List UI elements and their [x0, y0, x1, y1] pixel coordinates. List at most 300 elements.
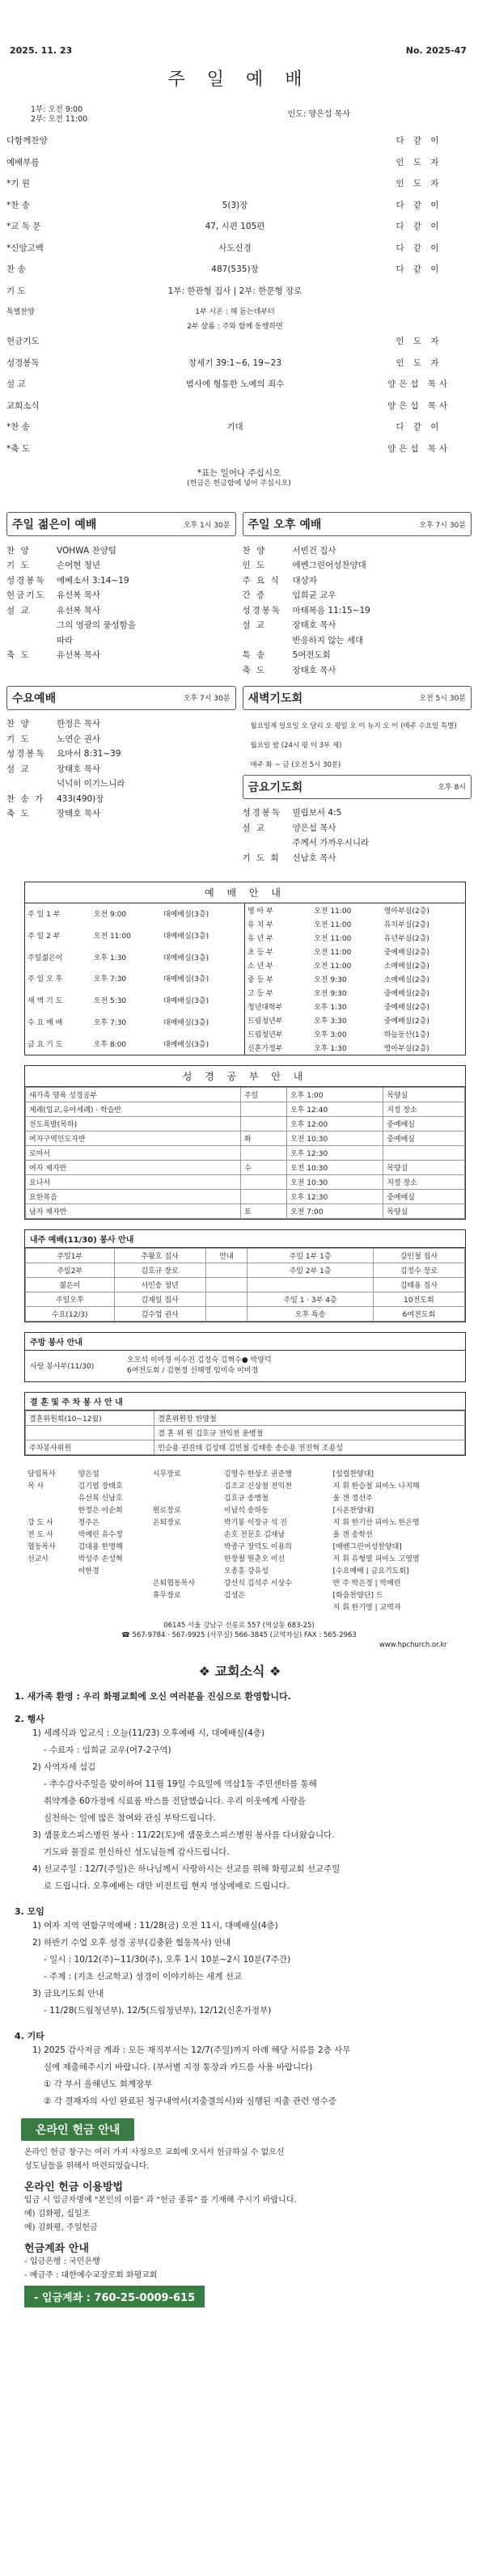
staff-row	[24, 1552, 466, 1564]
volunteer-row-cell: 추왕호 집사	[114, 1248, 205, 1263]
volunteer-row-cell	[247, 1277, 373, 1292]
order-label: *신앙고백	[6, 243, 44, 253]
staff-row	[24, 1491, 466, 1504]
volunteer-schedule	[24, 1229, 466, 1322]
staff-row-cell: 김성은	[223, 1591, 246, 1600]
staff-row	[24, 1601, 466, 1613]
staff-row-cell: 시무장로	[152, 1470, 181, 1478]
study-row-cell: 오후 1:00	[286, 1087, 383, 1102]
evening-role: 특 송	[242, 650, 267, 661]
study-row	[26, 1174, 465, 1189]
order-label: *찬 송	[6, 200, 30, 210]
wedding-parking-title: 결 혼 및 주 차 봉 사 안 내	[25, 1393, 465, 1411]
staff-row-cell: 지 휘 유형열 피아노 고영영	[332, 1554, 420, 1563]
news-line: 4) 선교주일 : 12/7(주일)은 하나님께서 사랑하시는 선교를 위해 화평교회 선교주일	[32, 1863, 341, 1874]
order-row	[6, 199, 472, 221]
dawn-note-3: 매주 화 ~ 금 (오전 5시 30분)	[250, 760, 341, 769]
account-title: 헌금계좌 안내	[24, 2242, 89, 2255]
staff-row	[24, 1576, 466, 1588]
order-label: 교회소식	[6, 400, 40, 411]
evening-role: 인 도	[242, 560, 267, 571]
study-row-cell: 목양실	[383, 1160, 465, 1174]
staff-row-cell: 협동목사	[27, 1542, 56, 1551]
schedule-row-cell: 주 일 1 부	[27, 911, 61, 920]
order-leader: 다 같 이	[396, 222, 442, 231]
friday-row	[243, 850, 472, 865]
study-row-cell: 수	[240, 1160, 286, 1174]
dept-row-cell: 소예배실(2층)	[383, 975, 429, 984]
afternoon-role: 기 도	[6, 560, 31, 571]
dept-row-cell: 영아부실(2층)	[383, 907, 429, 916]
staff-row-cell: 손호 전문호 김재남	[223, 1530, 286, 1539]
giving-how-3: 예) 김화평, 주일헌금	[24, 2223, 98, 2232]
schedule-row-cell: 수 요 예 배	[27, 1018, 63, 1027]
order-row	[6, 156, 472, 178]
order-detail: 1부: 한관형 집사 | 2부: 한문형 장로	[167, 286, 302, 296]
schedule-row-cell: 대예배실(3층)	[163, 1018, 209, 1027]
staff-row-cell: 박기봉 이장규 석 진	[223, 1518, 288, 1527]
dept-row-cell: 청년대학부	[247, 1003, 283, 1012]
order-row	[6, 421, 472, 442]
evening-role: 찬 양	[242, 545, 267, 556]
schedule-row-cell: 대예배실(3층)	[163, 975, 209, 984]
dept-row-cell: 중예배실(2층)	[383, 1017, 429, 1026]
schedule-row-cell: 금 요 기 도	[27, 1040, 63, 1049]
news-line: - 추수감사주일을 맞이하여 11월 19일 수요일에 역삼1동 주민센터를 통해	[44, 1779, 317, 1789]
study-row-cell: 남자 제자반	[26, 1203, 241, 1218]
order-leader: 다 같 이	[396, 264, 442, 274]
volunteer-row-cell: 수요(12/3)	[26, 1306, 115, 1321]
staff-row-cell	[75, 1588, 150, 1601]
staff-row-cell	[75, 1601, 150, 1613]
study-row-cell	[383, 1145, 465, 1160]
schedule-row	[25, 1033, 245, 1055]
staff-row-cell: 은퇴장로	[152, 1518, 181, 1527]
evening-role: 간 증	[242, 590, 267, 601]
evening-value: 5여전도회	[292, 650, 331, 661]
staff-row-cell: 유선복 신남호	[78, 1494, 123, 1503]
wednesday-value: 장태호 목사	[57, 809, 101, 819]
wednesday-role: 기 도	[6, 734, 31, 744]
staff-row	[24, 1588, 466, 1601]
order-label: 헌금기도	[6, 336, 40, 346]
study-row-cell: 중예배실	[383, 1189, 465, 1203]
dept-row-cell: 하늘동산(1층)	[383, 1030, 429, 1039]
evening-row	[243, 603, 472, 618]
dept-row-cell: 오후 3:30	[314, 1017, 347, 1026]
staff-row-cell	[24, 1564, 75, 1576]
schedule-row-cell: 대예배실(3층)	[163, 1040, 209, 1049]
afternoon-value: 유선복 목사	[57, 605, 101, 615]
wednesday-row	[6, 791, 236, 806]
bible-study-table	[25, 1087, 465, 1219]
staff-row	[24, 1467, 466, 1479]
afternoon-role: 설 교	[6, 605, 31, 615]
staff-row	[24, 1564, 466, 1576]
order-leader: 다 같 이	[396, 422, 442, 432]
evening-service-header	[243, 512, 472, 536]
wednesday-value: 장태호 목사	[57, 763, 101, 774]
schedule-row	[25, 924, 245, 946]
staff-row-cell: 한장철 원춘오 이신	[223, 1554, 286, 1563]
schedule-row	[25, 989, 245, 1011]
staff-row-cell: [수요예배 | 금요기도회]	[332, 1567, 409, 1576]
friday-prayer-header	[243, 775, 472, 799]
friday-value: 주께서 가까우시니라	[292, 838, 370, 848]
schedule-row-cell: 주일젊은이	[27, 954, 63, 962]
parking-row-cell: 결혼위원회(10~12월)	[26, 1411, 154, 1425]
volunteer-row-cell	[205, 1263, 247, 1277]
adult-schedule-table	[25, 903, 245, 1055]
afternoon-row	[6, 588, 236, 603]
evening-value: 에벤그린어성찬양대	[292, 560, 366, 571]
friday-role: 성경봉독	[242, 808, 282, 818]
order-notes	[6, 468, 472, 489]
dept-row	[245, 986, 465, 1000]
order-label: 특별찬양	[6, 308, 35, 316]
wednesday-value: 노연순 권사	[57, 734, 101, 744]
order-leader: 양은섭 목사	[387, 379, 451, 389]
news-line: 1) 세례식과 입교식 : 오늘(11/23) 오후예배 시, 대예배실(4층)	[32, 1728, 265, 1738]
afternoon-row	[6, 558, 236, 573]
schedule-row-cell: 대예배실(3층)	[163, 954, 209, 962]
volunteer-row	[26, 1263, 465, 1277]
dept-row-cell: 유 치 부	[247, 920, 273, 929]
wedding-parking-table	[25, 1411, 465, 1455]
afternoon-value: 유선복 목사	[57, 590, 101, 601]
order-row	[6, 335, 472, 357]
worship-schedule	[24, 882, 466, 1055]
dawn-note-2: 월요일 밤 (24시 평 이 3부 제)	[250, 741, 342, 750]
study-row-cell: 전도폭발(목하)	[26, 1116, 241, 1131]
order-row	[6, 400, 472, 421]
staff-row-cell: 선교사	[27, 1554, 49, 1563]
friday-row	[243, 820, 472, 835]
order-detail: 사도신경	[218, 243, 252, 253]
staff-row-cell: 휴무장로	[152, 1591, 181, 1600]
kitchen-names-1: 오모석 이미경 이수진 김정숙 김혁수● 박양덕	[127, 1356, 272, 1364]
staff-row-cell: 원로장로	[152, 1506, 181, 1515]
order-label: 성경봉독	[6, 357, 40, 368]
evening-row	[243, 618, 472, 633]
schedule-row-cell: 오후 7:30	[93, 1018, 127, 1027]
dept-row	[245, 1013, 465, 1027]
dept-row	[245, 1000, 465, 1013]
afternoon-service-rows	[6, 543, 236, 662]
staff-row-cell: 은퇴협동목사	[152, 1579, 196, 1588]
friday-prayer-time: 오후 8시	[438, 784, 466, 792]
study-row-cell: 주일	[240, 1087, 286, 1102]
study-row-cell: 오전 10:30	[286, 1174, 383, 1189]
study-row-cell: 새가족 양육 성경공부	[26, 1087, 241, 1102]
afternoon-value: 에베소서 3:14~19	[57, 575, 129, 586]
dept-row	[245, 1041, 465, 1055]
staff-row	[24, 1479, 466, 1491]
study-row-cell	[240, 1189, 286, 1203]
dept-row-cell: 중예배실(2층)	[383, 1003, 429, 1012]
study-row-cell	[240, 1116, 286, 1131]
service-time-2: 2부: 오전 11:00	[31, 115, 88, 124]
staff-row-cell	[150, 1540, 221, 1552]
wednesday-service	[6, 686, 236, 865]
study-row-cell: 여자 제자반	[26, 1160, 241, 1174]
friday-value: 양은섭 목사	[292, 823, 336, 833]
services-row-2	[6, 686, 472, 865]
study-row-cell: 오전 7:00	[286, 1203, 383, 1218]
news-line: 실에 제출해주시기 바랍니다. (부서별 지정 통장과 카드를 사용 바랍니다)	[44, 2062, 313, 2072]
kitchen-label: 사랑 봉사부(11/30)	[30, 1363, 95, 1371]
volunteer-row-cell: 김재일 집사	[114, 1292, 205, 1306]
dept-row	[245, 903, 465, 917]
study-row-cell: 화	[240, 1131, 286, 1145]
volunteer-row-cell: 김호규 장로	[114, 1263, 205, 1277]
order-row	[6, 442, 472, 464]
wedding-parking	[24, 1392, 466, 1456]
study-row-cell: 오후 12:00	[286, 1116, 383, 1131]
evening-row	[243, 648, 472, 663]
schedule-row-cell: 오후 7:30	[93, 975, 127, 984]
news-line: 기도와 물질로 헌신하신 성도님들께 감사드립니다.	[44, 1846, 230, 1857]
volunteer-row-cell: 6여전도회	[373, 1306, 464, 1321]
wednesday-value: 한정은 목사	[57, 719, 101, 730]
account-holder: - 예금주 : 대한예수교장로회 화평교회	[24, 2270, 158, 2280]
staff-row-cell: 목 사	[27, 1482, 44, 1491]
dept-row-cell: 드림청년부	[247, 1030, 283, 1039]
dept-row-cell: 오전 11:00	[314, 948, 352, 957]
dept-row-cell: 중예배실(2층)	[383, 989, 429, 998]
news-line: 취약계층 60가정에 식료품 박스를 전달했습니다. 우리 이웃에게 사랑을	[44, 1796, 307, 1806]
staff-row-cell	[24, 1601, 75, 1613]
staff-row-cell: 이한경	[78, 1567, 99, 1576]
staff-row-cell	[24, 1491, 75, 1504]
order-leader: 다 같 이	[396, 243, 442, 253]
volunteer-row-cell: 주일1부	[26, 1248, 115, 1263]
evening-role: 설 교	[242, 620, 267, 631]
news-title: ❖ 교회소식 ❖	[198, 1663, 281, 1679]
wednesday-role: 찬 양	[6, 719, 31, 730]
schedule-row	[25, 903, 245, 925]
schedule-row-cell: 새 벽 기 도	[27, 997, 63, 1006]
website-link[interactable]: www.hpchurch.or.kr	[379, 1640, 447, 1649]
evening-service-rows	[243, 543, 472, 678]
volunteer-row-cell: 주일오후	[26, 1292, 115, 1306]
study-row-cell	[240, 1102, 286, 1116]
evening-service	[243, 512, 472, 678]
news-line: - 11/28(드림청년부), 12/5(드림청년부), 12/12(신혼가정부)	[44, 2005, 272, 2016]
friday-value: 빌립보서 4:5	[292, 808, 342, 818]
volunteer-row	[26, 1277, 465, 1292]
staff-row-cell: 정주은	[78, 1518, 99, 1527]
afternoon-role: 찬 양	[6, 545, 31, 556]
study-row	[26, 1131, 465, 1145]
friday-prayer-rows	[243, 806, 472, 865]
wednesday-role: 찬 송 가	[6, 793, 45, 804]
volunteer-table	[25, 1248, 465, 1322]
afternoon-role: 성경봉독	[6, 575, 46, 586]
evening-service-time: 오후 7시 30분	[419, 521, 466, 530]
order-row	[6, 320, 472, 335]
order-label: *교 독 문	[6, 222, 41, 231]
order-label: 기 도	[6, 286, 26, 296]
staff-row-cell: 올 겐 송학선	[332, 1530, 373, 1539]
order-leader: 다 같 이	[396, 200, 442, 210]
kitchen-volunteer	[24, 1332, 466, 1382]
dept-row-cell: 오후 1:30	[314, 1003, 347, 1012]
staff-row-cell	[24, 1576, 75, 1588]
order-detail: 2부 샬롬 : 주와 함께 동행하면	[187, 323, 283, 331]
afternoon-service-time: 오후 1시 30분	[183, 521, 231, 530]
evening-row	[243, 543, 472, 558]
schedule-row	[25, 946, 245, 968]
service-time-1: 1부: 오전 9:00	[31, 105, 83, 114]
study-row-cell: 로마서	[26, 1145, 241, 1160]
order-detail: 47, 시편 105편	[205, 222, 265, 231]
dept-row-cell: 오전 9:30	[314, 975, 347, 984]
order-detail: 1부 시온 : 해 돋는데부터	[195, 308, 275, 316]
wednesday-role: 설 교	[6, 763, 31, 774]
study-row-cell	[240, 1174, 286, 1189]
wednesday-row	[6, 747, 236, 762]
evening-value: 마태복음 11:15~19	[292, 605, 370, 615]
schedule-row-cell: 대예배실(3층)	[163, 911, 209, 920]
order-leader: 양은섭 목사	[387, 443, 451, 454]
staff-row-cell	[24, 1504, 75, 1516]
dept-row-cell: 오전 11:00	[314, 934, 352, 943]
afternoon-value: 따라	[57, 635, 74, 645]
news-line: 1) 여자 지역 연합구역예배 : 11/28(금) 오전 11시, 대예배실(4층)	[32, 1920, 278, 1931]
dept-row	[245, 931, 465, 945]
schedule-row-cell: 대예배실(3층)	[163, 997, 209, 1006]
evening-value: 반응하지 않는 세대	[292, 635, 364, 645]
news-line: 실천하는 일에 많은 참여와 관심 부탁드립니다.	[44, 1813, 216, 1823]
afternoon-row	[6, 573, 236, 588]
evening-role: 성경봉독	[242, 605, 282, 615]
news-line: 2) 사역자세 섬김	[32, 1762, 96, 1772]
wednesday-service-title: 수요예배	[12, 692, 57, 705]
volunteer-row-cell: 김태용 집사	[373, 1277, 464, 1292]
order-leader: 양은섭 목사	[387, 400, 451, 411]
order-label: 찬 송	[6, 264, 26, 274]
staff-row-cell	[150, 1479, 221, 1491]
dept-row	[245, 945, 465, 958]
study-row-cell: 요한복음	[26, 1189, 241, 1203]
dept-row-cell: 오후 1:30	[314, 1044, 347, 1053]
parking-row-cell	[26, 1425, 154, 1440]
staff-row-cell: 전 도 사	[27, 1530, 53, 1539]
order-detail: 창세기 39:1~6, 19~23	[188, 357, 282, 368]
schedule-row	[25, 968, 245, 990]
giving-how-2: 예) 김화평, 십일조	[24, 2209, 91, 2219]
staff-row	[24, 1528, 466, 1540]
study-row	[26, 1160, 465, 1174]
news-line: 1) 2025 감사저금 계좌 : 모든 재직부서는 12/7(주일)까지 아래 해당 서류를 2층 사무	[32, 2045, 351, 2055]
volunteer-row-cell: 김정수 장로	[373, 1263, 464, 1277]
news-line: - 수료자 : 임희균 교우(여7-2구역)	[44, 1745, 171, 1755]
dept-row	[245, 917, 465, 931]
wednesday-row	[6, 731, 236, 747]
order-leader: 인 도 자	[396, 357, 442, 368]
afternoon-row	[6, 648, 236, 663]
staff-row-cell: 담임목사	[27, 1470, 56, 1478]
order-label: *찬 송	[6, 422, 30, 432]
wednesday-row	[6, 776, 236, 792]
study-row	[26, 1087, 465, 1102]
schedule-row-cell: 대예배실(3층)	[163, 933, 209, 941]
dept-row-cell: 오후 3:00	[314, 1030, 347, 1039]
evening-row	[243, 573, 472, 588]
study-row-cell: 지정 장소	[383, 1174, 465, 1189]
news-line: 3) 샘물호스피스병원 봉사 : 11/22(토)에 샘물호스피스병원 봉사를 다녀왔습니다.	[32, 1829, 335, 1840]
order-leader: 인 도 자	[396, 179, 442, 188]
dept-row-cell: 오전 11:00	[314, 920, 352, 929]
friday-role: 설 교	[242, 823, 267, 833]
order-leader: 인 도 자	[396, 157, 442, 167]
wednesday-value: 넉넉히 이기느니라	[57, 779, 125, 789]
kitchen-names-2: 6여전도회 / 김현정 선해영 임미숙 이미경	[127, 1366, 259, 1375]
wednesday-row	[6, 806, 236, 822]
dept-row-cell: 중예배실(2층)	[383, 948, 429, 957]
bible-study-title: 성 경 공 부 안 내	[25, 1066, 465, 1087]
staff-row-cell: 박종구 장덕도 이용의	[223, 1542, 292, 1551]
news-heading: 2. 행사	[15, 1713, 44, 1724]
afternoon-value: VOHWA 찬양팀	[57, 545, 116, 556]
staff-row	[24, 1540, 466, 1552]
evening-value: 서빈건 집사	[292, 545, 336, 556]
dept-row-cell: 중 등 부	[247, 975, 273, 984]
dept-row	[245, 972, 465, 986]
parking-row	[26, 1440, 465, 1454]
dept-row	[245, 1027, 465, 1041]
schedule-row-cell: 오전 9:00	[93, 911, 127, 920]
staff-row-cell: [시온찬양대]	[332, 1506, 374, 1515]
friday-value: 신남호 목사	[292, 852, 336, 863]
study-row-cell: 목양실	[383, 1087, 465, 1102]
volunteer-row-cell: 오후 특송	[247, 1306, 373, 1321]
staff-row-cell: [설립찬양대]	[332, 1470, 374, 1478]
study-row-cell: 오후 12:30	[286, 1145, 383, 1160]
stand-note: *표는 일어나 주십시오	[197, 468, 281, 478]
schedule-row-cell: 주 일 2 부	[27, 933, 61, 941]
afternoon-row	[6, 632, 236, 648]
parking-row-cell: 결혼위원장 한양철	[154, 1411, 465, 1425]
page-title: 주 일 예 배	[167, 70, 311, 90]
study-row-cell: 중예배실	[383, 1116, 465, 1131]
giving-intro-2: 성도님들을 위해서 마련되었습니다.	[24, 2161, 150, 2171]
afternoon-service	[6, 512, 236, 678]
dept-row-cell: 유 년 부	[247, 934, 273, 943]
evening-value: 장태호 목사	[292, 665, 336, 675]
dawn-note-1: 월요일제 일요일 오 당리 오 평일 오 이 뉴지 오 이 (매주 수요일 특별)	[250, 721, 457, 730]
news-line: 로 드립니다. 오후예배는 대만 비전트립 현지 영상예배로 드립니다.	[44, 1880, 290, 1891]
study-row-cell: 여자구역인도자반	[26, 1131, 241, 1145]
staff-row-cell: 지 휘 한기산 피아노 한은영	[332, 1518, 420, 1527]
worship-schedule-title: 예 배 안 내	[25, 882, 465, 903]
address-line: 06145 서울 강남구 선릉로 557 (역삼동 683-25)	[163, 1621, 315, 1630]
afternoon-service-title: 주일 젊은이 예배	[12, 518, 97, 531]
dept-row-cell: 영아부실(2층)	[383, 1044, 429, 1053]
parking-row	[26, 1411, 465, 1425]
account-number: - 입금계좌 : 760-25-0009-615	[24, 2286, 205, 2307]
staff-row-cell: 김기엽 장태호	[78, 1482, 123, 1491]
evening-role: 주 요 식	[242, 575, 281, 586]
kitchen-title: 주방 봉사 안내	[25, 1333, 465, 1351]
afternoon-value: 그의 영광의 풍성함을	[57, 620, 136, 631]
staff-row-cell: 김호규 송병철	[223, 1494, 269, 1503]
dept-row	[245, 958, 465, 972]
order-row	[6, 285, 472, 307]
church-news	[6, 1661, 472, 2110]
wednesday-service-header	[6, 686, 236, 710]
